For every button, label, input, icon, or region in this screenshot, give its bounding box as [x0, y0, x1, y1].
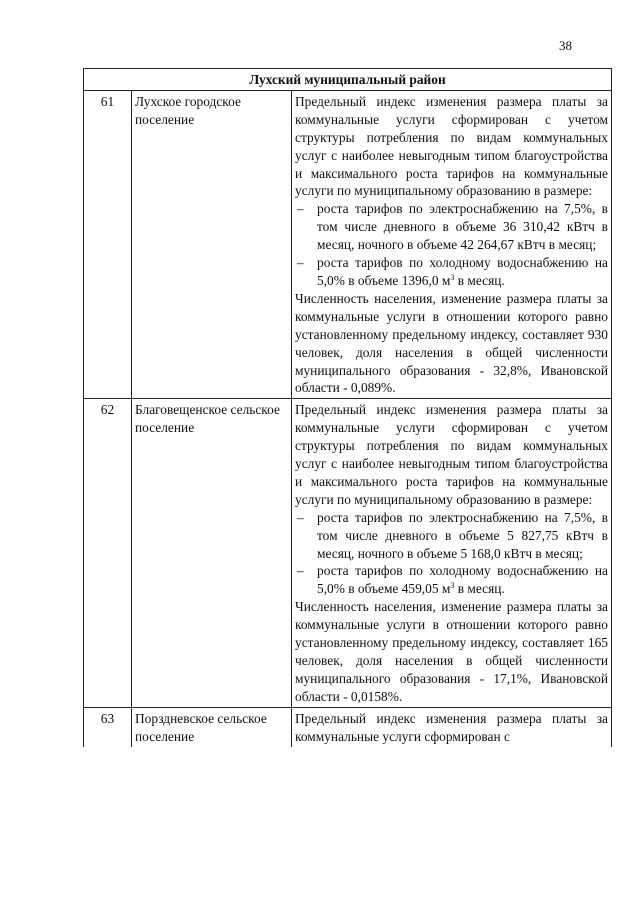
- intro-paragraph: Предельный индекс изменения размера платы за коммунальные услуги сформирован с учетом структуры потребления по видам коммунальных услуг с наиболее невыгодным типом благоустройства и максимального роста тарифов на коммунальные услуги по муниципальному образованию в размере:: [295, 93, 608, 199]
- tariff-list: [295, 509, 608, 599]
- description-cell: [292, 90, 612, 398]
- settlement-name: Лухское городское поселение: [132, 90, 292, 398]
- row-number: 63: [84, 707, 132, 746]
- table-row: [84, 399, 612, 707]
- list-item: [295, 562, 608, 598]
- tariff-table: [83, 68, 612, 747]
- water-item-end: в месяц.: [454, 581, 505, 597]
- table-row: [84, 90, 612, 398]
- intro-paragraph: Предельный индекс изменения размера платы за коммунальные услуги сформирован с учетом структуры потребления по видам коммунальных услуг с наиболее невыгодным типом благоустройства и максимального роста тарифов на коммунальные услуги по муниципальному образованию в размере:: [295, 402, 608, 507]
- water-item: роста тарифов по холодному водоснабжению на 5,0% в объеме 459,05: [317, 563, 608, 597]
- list-item: [295, 200, 608, 254]
- dash-marker: –: [297, 255, 304, 271]
- population-paragraph: Численность населения, изменение размера платы за коммунальные услуги в отношении которого равно установленному предельному индексу, составляет 165 человек, доля населения в общей численности муниципального образования - 17,1%, Ивановской области - 0,0158%.: [295, 599, 608, 704]
- dash-marker: –: [297, 509, 304, 525]
- table-header-row: [84, 69, 612, 91]
- row-number: 61: [84, 90, 132, 398]
- region-title: Лухский муниципальный район: [84, 69, 612, 91]
- electricity-item: роста тарифов по электроснабжению на 7,5%, в том числе дневного в объеме 5 827,75 кВтч в месяц, ночного в объеме 5 168,0 кВтч в месяц;: [317, 509, 608, 561]
- settlement-name: Порздневское сельское поселение: [132, 707, 292, 746]
- list-item: [295, 509, 608, 563]
- unit-m3: $м^3$: [441, 272, 455, 288]
- electricity-item: роста тарифов по электроснабжению на 7,5%, в том числе дневного в объеме 36 310,42 кВтч в месяц, ночного в объеме 42 264,67 кВтч в месяц;: [317, 201, 608, 253]
- population-paragraph: Численность населения, изменение размера платы за коммунальные услуги в отношении которого равно установленному предельному индексу, составляет 930 человек, доля населения в общей численности муниципального образования - 32,8%, Ивановской области - 0,089%.: [295, 290, 608, 396]
- row-number: 62: [84, 399, 132, 707]
- water-item-end: в месяц.: [454, 272, 505, 288]
- tariff-list: [295, 200, 608, 290]
- table-row: [84, 707, 612, 746]
- unit-m3: $м^3$: [441, 581, 455, 597]
- dash-marker: –: [297, 563, 304, 579]
- settlement-name: Благовещенское сельское поселение: [132, 399, 292, 707]
- water-item: роста тарифов по холодному водоснабжению на 5,0% в объеме 1396,0: [317, 255, 608, 288]
- list-item: [295, 254, 608, 290]
- page-number: 38: [559, 38, 572, 53]
- description-cell: [292, 707, 612, 746]
- description-cell: [292, 399, 612, 707]
- dash-marker: –: [297, 201, 304, 217]
- intro-paragraph: Предельный индекс изменения размера платы за коммунальные услуги сформирован с: [295, 710, 608, 744]
